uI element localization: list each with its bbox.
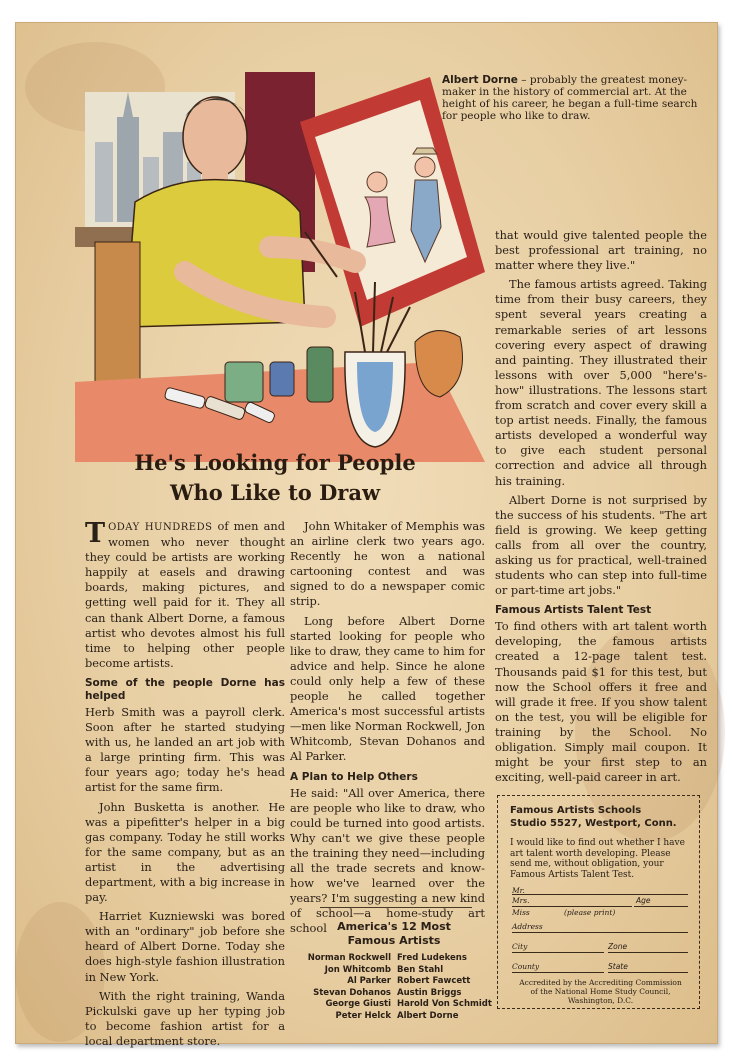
label-state: State	[608, 962, 628, 971]
headline-line-2: Who Like to Draw	[169, 480, 381, 505]
artist-name: Ben Stahl	[397, 964, 444, 975]
artist-name: Peter Helck	[335, 1010, 391, 1021]
label-miss: Miss	[512, 908, 530, 917]
paragraph	[85, 519, 285, 671]
headline-line-1: He's Looking for People	[134, 450, 416, 475]
magazine-page	[15, 22, 718, 1048]
paragraph: Long before Albert Dorne started looking for people who like to draw, they came to him for advice and help. Since he alone could only help a few of these people he called together America's most successful artists —men like Norman Rockwell, Jon Whitcomb, Stevan Dohanos and Al Parker.	[290, 613, 485, 764]
accreditation-note: Accredited by the Accrediting Commission of the National Home Study Council, Washington, D.C.	[519, 978, 682, 1005]
artist-name: Fred Ludekens	[397, 953, 467, 963]
label-mrs: Mrs.	[512, 896, 530, 905]
headline	[75, 448, 475, 508]
mail-coupon[interactable]	[497, 795, 700, 1009]
county-field[interactable]	[512, 960, 604, 973]
artist-name: Jon Whitcomb	[324, 964, 391, 975]
city-field[interactable]	[512, 940, 604, 953]
label-address: Address	[512, 922, 543, 931]
paragraph: that would give talented people the best professional art training, no matter where they live."	[495, 228, 707, 273]
label-city: City	[512, 942, 528, 951]
coupon-title-line-1: Famous Artists Schools	[510, 805, 642, 816]
paragraph: The famous artists agreed. Taking time from their busy careers, they spent several years creating a remarkable series of art lessons covering every aspect of drawing and painting. They illustrated their lessons with over 5,000 "here's-how" illustrations. The lessons start from scratch and cover every skill a top artist needs. Finally, the famous artists developed a wonderful way to give each student personal correction and advice all through his training.	[495, 277, 707, 488]
label-age: Age	[636, 896, 651, 905]
text-column-1	[85, 519, 285, 1053]
zone-field[interactable]	[608, 940, 688, 953]
caption-text: – probably the greatest money-maker in the history of commercial art. At the height of his career, he began a full-time search for people who like to draw.	[442, 74, 698, 122]
paragraph-text: of men and women who never thought they could be artists are working happily at easels and drawing boards, making pictures, and getting well paid for it. They all can thank Albert Dorne, a famous artist who devotes almost his full time to helping other people become artists.	[85, 519, 285, 670]
table-row	[288, 976, 500, 988]
table-row	[288, 953, 500, 965]
table-row	[288, 988, 500, 1000]
subhead: Some of the people Dorne has helped	[85, 676, 285, 702]
artist-name: Robert Fawcett	[397, 976, 471, 986]
label-county: County	[512, 962, 540, 971]
subhead: A Plan to Help Others	[290, 770, 418, 783]
paragraph: With the right training, Wanda Pickulski gave up her typing job to become fashion artist for a local department store.	[85, 988, 285, 1048]
label-zone: Zone	[608, 942, 628, 951]
list-title-line-2: Famous Artists	[347, 934, 441, 947]
paragraph: John Busketta is another. He was a pipefitter's helper in a big gas company. Today he still works for the same company, but as an artist in the advertising department, with a big increase in pay.	[85, 799, 285, 905]
caption-name: Albert Dorne	[442, 74, 518, 86]
miss-line	[512, 906, 688, 918]
coupon-title	[510, 804, 689, 830]
artist-name: Harold Von Schmidt	[397, 999, 492, 1009]
paragraph: He said: "All over America, there are people who like to draw, who could be turned into good artists. Why can't we give these people the training they need—including all the trade secrets and know-how we've learned over the years? I'm suggesting a new kind of school—a home-study art school	[290, 785, 485, 936]
artist-name: Austin Briggs	[397, 987, 462, 998]
paragraph: Albert Dorne is not surprised by the success of his students. "The art field is growing. We keep getting calls from all over the country, asking us for practical, well-trained students who can step into full-time or part-time art jobs."	[495, 492, 707, 598]
artists-table	[288, 953, 500, 1022]
divider	[320, 907, 472, 908]
artist-name: George Giusti	[325, 999, 391, 1009]
list-title-line-1: America's 12 Most	[337, 920, 451, 933]
table-row	[288, 1011, 500, 1023]
table-row	[288, 965, 500, 977]
table-row	[288, 999, 500, 1011]
artist-name: Albert Dorne	[397, 1010, 459, 1021]
text-column-2	[290, 519, 485, 940]
label-please-print: (please print)	[564, 908, 616, 917]
coupon-title-line-2: Studio 5527, Westport, Conn.	[510, 818, 677, 829]
illustration-caption	[442, 74, 702, 122]
paragraph: Harriet Kuzniewski was bored with an "ordinary" job before she heard of Albert Dorne. Today she does high-style fashion illustration in New York.	[85, 909, 285, 984]
drop-cap: T	[85, 518, 106, 549]
artist-name: Al Parker	[347, 976, 391, 986]
paragraph: John Whitaker of Memphis was an airline clerk two years ago. Recently he won a national cartooning contest and was signed to do a newspaper comic strip.	[290, 519, 485, 609]
address-field[interactable]	[512, 920, 688, 933]
famous-artists-list	[288, 920, 500, 1022]
artist-name: Norman Rockwell	[307, 953, 391, 963]
paragraph: To find others with art talent worth developing, the famous artists created a 12-page talent test. Thousands paid $1 for this test, but now the School offers it free and will grade it free. If you show talent on the test, you will be eligible for training by the School. No obligation. Simply mail coupon. It might be your first step to an exciting, well-paid career in art.	[495, 619, 707, 785]
paragraph: Herb Smith was a payroll clerk. Soon after he started studying with us, he landed an art job with a large printing firm. This was four years ago; today he's head artist for the same firm.	[85, 704, 285, 795]
subhead: Famous Artists Talent Test	[495, 604, 652, 617]
coupon-body: I would like to find out whether I have art talent worth developing. Please send me, without obligation, your Famous Artists Talent Test.	[510, 838, 685, 880]
artist-illustration	[75, 62, 485, 462]
lead-smallcaps: ODAY HUNDREDS	[108, 522, 213, 533]
artist-name: Stevan Dohanos	[313, 987, 391, 998]
text-column-3	[495, 228, 707, 789]
state-field[interactable]	[608, 960, 688, 973]
label-mr: Mr.	[512, 886, 525, 895]
